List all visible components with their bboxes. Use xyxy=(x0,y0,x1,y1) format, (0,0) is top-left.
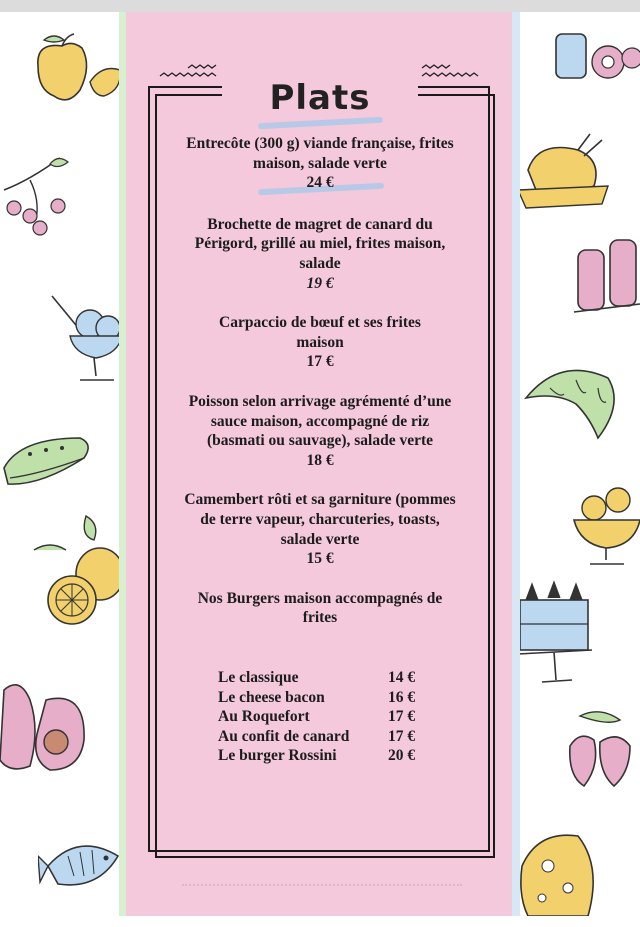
fruit-bowl-icon xyxy=(570,480,640,570)
burger-row xyxy=(218,746,428,766)
cake-icon xyxy=(518,580,604,688)
card-edge-left xyxy=(119,12,126,916)
burger-row xyxy=(218,688,428,708)
dish-item xyxy=(182,392,458,470)
burger-list xyxy=(218,668,428,766)
dish-price: 24 € xyxy=(306,174,334,192)
bottom-band xyxy=(0,916,640,927)
burger-price: 16 € xyxy=(388,688,416,706)
dish-item xyxy=(182,134,458,193)
dish-price: 17 € xyxy=(306,353,334,371)
menu-title: Plats xyxy=(269,78,371,118)
salt-pepper-icon xyxy=(572,220,640,324)
dish-price: 15 € xyxy=(306,550,334,568)
burger-price: 20 € xyxy=(388,747,416,765)
dish-item xyxy=(182,215,458,293)
dotted-divider xyxy=(182,884,462,888)
dish-description: Brochette de magret de canard du Périgord, grillé au miel, frites maison, salade xyxy=(194,215,446,272)
burger-price: 14 € xyxy=(388,669,416,686)
cherry-branch-icon xyxy=(0,150,80,250)
roast-chicken-icon xyxy=(518,130,618,216)
burgers-heading: Nos Burgers maison accompagnés de frites xyxy=(197,589,443,627)
burger-row xyxy=(218,707,428,727)
burger-name: Le burger Rossini xyxy=(218,747,337,765)
lemon-icon xyxy=(30,510,126,630)
avocado-icon xyxy=(0,670,100,780)
dish-description: Entrecôte (300 g) viande française, frites maison, salade verte xyxy=(186,135,454,172)
apple-icon xyxy=(24,30,124,110)
ice-cream-icon xyxy=(44,290,124,390)
fish-icon xyxy=(38,826,128,896)
sandwich-icon xyxy=(0,428,96,496)
dish-item xyxy=(182,490,458,568)
croissant-icon xyxy=(520,358,624,444)
dish-price: 19 € xyxy=(306,274,334,292)
dish-description: Carpaccio de bœuf et ses frites maison xyxy=(219,314,421,351)
top-band xyxy=(0,0,640,12)
cheese-icon xyxy=(518,826,602,918)
strawberries-icon xyxy=(560,706,640,798)
zigzag-ornament-left xyxy=(158,64,220,82)
dish-description: Poisson selon arrivage agrémenté d’une sauce maison, accompagné de riz (basmati ou sauvage), salade verte xyxy=(188,392,452,450)
dish-item xyxy=(182,313,458,372)
burger-name: Le cheese bacon xyxy=(218,688,325,706)
burger-price: 17 € xyxy=(388,727,416,745)
burger-price: 17 € xyxy=(388,708,416,726)
burgers-section xyxy=(182,589,458,628)
dish-description: Camembert rôti et sa garniture (pommes de terre vapeur, charcuteries, toasts, salade verte xyxy=(184,491,456,548)
burger-name: Au Roquefort xyxy=(218,708,310,726)
card-edge-right xyxy=(512,12,520,916)
burger-row xyxy=(218,668,428,688)
menu-content xyxy=(182,134,458,628)
zigzag-ornament-right xyxy=(420,64,482,82)
cup-icon xyxy=(548,24,640,94)
dish-price: 18 € xyxy=(306,451,334,469)
burger-name: Au confit de canard xyxy=(218,727,350,745)
burger-row xyxy=(218,727,428,747)
burger-name: Le classique xyxy=(218,669,299,686)
